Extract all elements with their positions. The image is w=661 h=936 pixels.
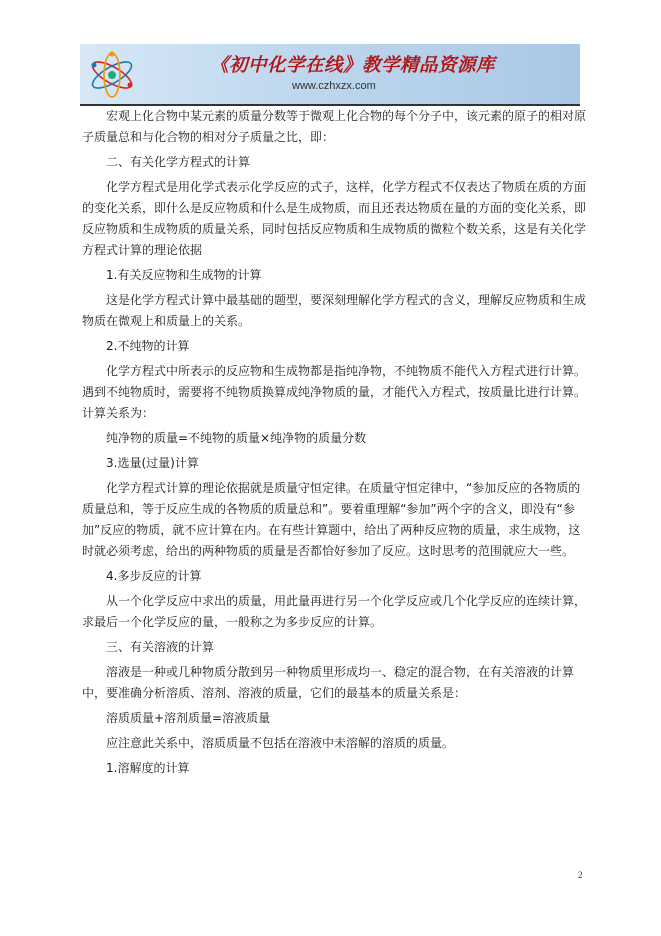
subsection-heading: 2.不纯物的计算 (106, 339, 190, 353)
paragraph: 宏观上化合物中某元素的质量分数等于微观上化合物的每个分子中，该元素的原子的相对原子质量总和与化合物的相对分子质量之比，即： (82, 109, 587, 144)
page-header (80, 44, 580, 106)
paragraph: 应注意此关系中，溶质质量不包括在溶液中未溶解的溶质的质量。 (106, 736, 455, 750)
formula-line: 纯净物的质量=不纯物的质量×纯净物的质量分数 (106, 431, 367, 445)
formula-line: 溶质质量+溶剂质量=溶液质量 (106, 711, 271, 725)
atom-logo-icon (86, 49, 138, 101)
brand-url: www.czhxzx.com (292, 80, 376, 92)
document-body (82, 106, 586, 783)
paragraph: 这是化学方程式计算中最基础的题型，要深刻理解化学方程式的含义，理解反应物质和生成物质在微观上和质量上的关系。 (82, 293, 587, 328)
brand-title: 《初中化学在线》教学精品资源库 (210, 55, 496, 76)
paragraph: 化学方程式是用化学式表示化学反应的式子，这样，化学方程式不仅表达了物质在质的方面的变化关系，即什么是反应物质和什么是生成物质，而且还表达物质在量的方面的变化关系，即反应物质和生成物质的质量关系，同时包括反应物质和生成物质的微粒个数关系，这是有关化学方程式计算的理论依据 (82, 180, 587, 257)
paragraph: 化学方程式中所表示的反应物和生成物都是指纯净物，不纯物质不能代入方程式进行计算。遇到不纯物质时，需要将不纯物质换算成纯净物质的量，才能代入方程式，按质量比进行计算。计算关系为： (82, 364, 587, 420)
paragraph: 溶液是一种或几种物质分散到另一种物质里形成均一、稳定的混合物，在有关溶液的计算中，要准确分析溶质、溶剂、溶液的质量，它们的最基本的质量关系是： (82, 665, 575, 700)
section-heading: 三、有关溶液的计算 (106, 640, 215, 654)
subsection-heading: 1.溶解度的计算 (106, 761, 190, 775)
page-number: 2 (578, 870, 583, 880)
section-heading: 二、有关化学方程式的计算 (106, 155, 251, 169)
subsection-heading: 3.选量(过量)计算 (106, 456, 199, 470)
subsection-heading: 4.多步反应的计算 (106, 569, 202, 583)
paragraph: 化学方程式计算的理论依据就是质量守恒定律。在质量守恒定律中，“参加反应的各物质的质量总和，等于反应生成的各物质的质量总和”。要着重理解“参加”两个字的含义，即没有“参加”反应的物质，就不应计算在内。在有些计算题中，给出了两种反应物的质量，求生成物，这时就必须考虑，给出的两种物质的质量是否都恰好参加了反应。这时思考的范围就应大一些。 (82, 481, 581, 558)
paragraph: 从一个化学反应中求出的质量，用此量再进行另一个化学反应或几个化学反应的连续计算，求最后一个化学反应的量，一般称之为多步反应的计算。 (82, 594, 587, 629)
subsection-heading: 1.有关反应物和生成物的计算 (106, 268, 262, 282)
